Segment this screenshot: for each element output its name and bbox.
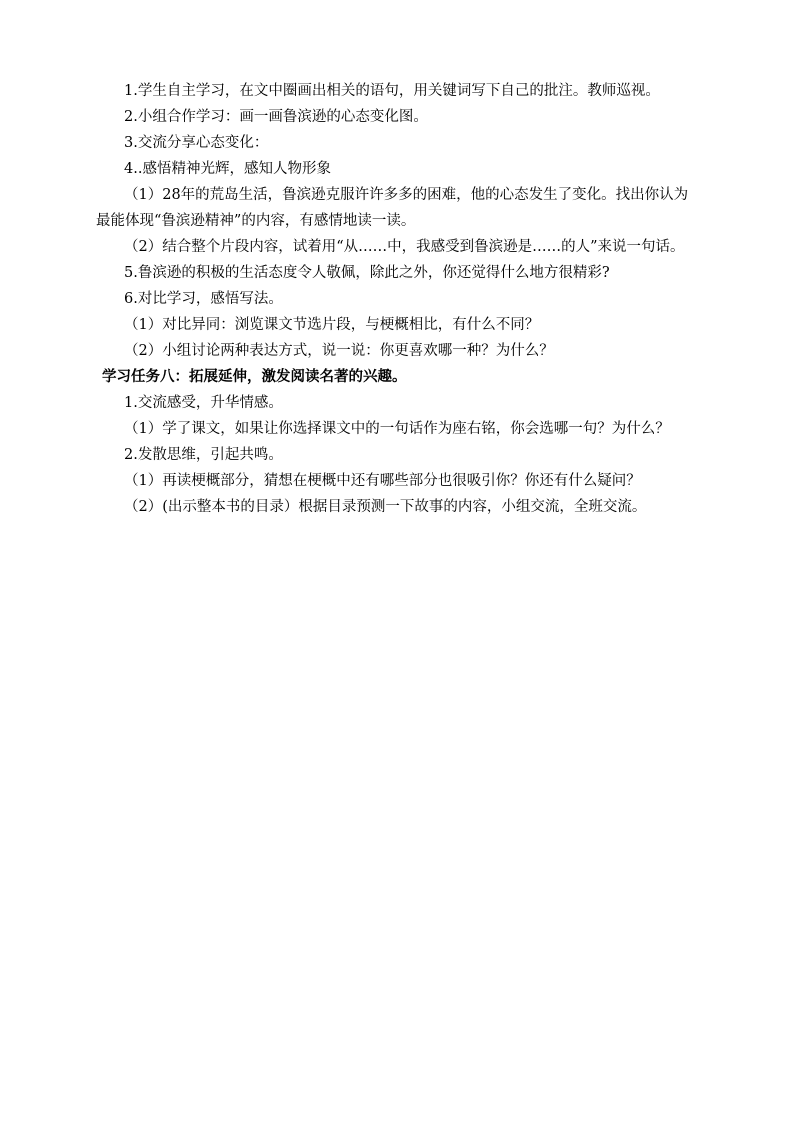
- step-6-sub-2: （2）小组讨论两种表达方式，说一说：你更喜欢哪一种？为什么？: [124, 343, 554, 359]
- step-5-question: 5.鲁滨逊的积极的生活态度令人敬佩，除此之外，你还觉得什么地方很精彩?: [124, 265, 610, 281]
- step-4-heading: 4..感悟精神光辉，感知人物形象: [124, 161, 331, 177]
- step-2-group-study: 2.小组合作学习：画一画鲁滨逊的心态变化图。: [124, 109, 428, 125]
- step-4-sub-1: （1）28年的荒岛生活，鲁滨逊克服许许多多的困难，他的心态发生了变化。找出你认为最能体现“鲁滨逊精神”的内容，有感情地读一读。: [96, 187, 689, 229]
- step-1-self-study: 1.学生自主学习，在文中圈画出相关的语句，用关键词写下自己的批注。教师巡视。: [124, 83, 660, 99]
- step-3-share: 3.交流分享心态变化：: [124, 135, 269, 151]
- step-4-sub-2: （2）结合整个片段内容，试着用“从……中，我感受到鲁滨逊是……的人”来说一句话。: [124, 239, 685, 255]
- task-8-heading: 学习任务八：拓展延伸，激发阅读名著的兴趣。: [102, 368, 407, 385]
- step-6-compare: 6.对比学习，感悟写法。: [124, 291, 283, 307]
- task-8-step-1: 1.交流感受，升华情感。: [124, 395, 283, 411]
- task-8-step-2-sub-2: （2）(出示整本书的目录）根据目录预测一下故事的内容，小组交流，全班交流。: [124, 499, 647, 515]
- task-8-step-2: 2.发散思维，引起共鸣。: [124, 447, 283, 463]
- document-page: [96, 78, 700, 520]
- task-8-step-1-sub-1: （1）学了课文，如果让你选择课文中的一句话作为座右铭，你会选哪一句？为什么？: [124, 421, 670, 437]
- task-8-step-2-sub-1: （1）再读梗概部分，猜想在梗概中还有哪些部分也很吸引你？你还有什么疑问？: [124, 473, 641, 489]
- step-6-sub-1: （1）对比异同：浏览课文节选片段，与梗概相比，有什么不同？: [124, 317, 540, 333]
